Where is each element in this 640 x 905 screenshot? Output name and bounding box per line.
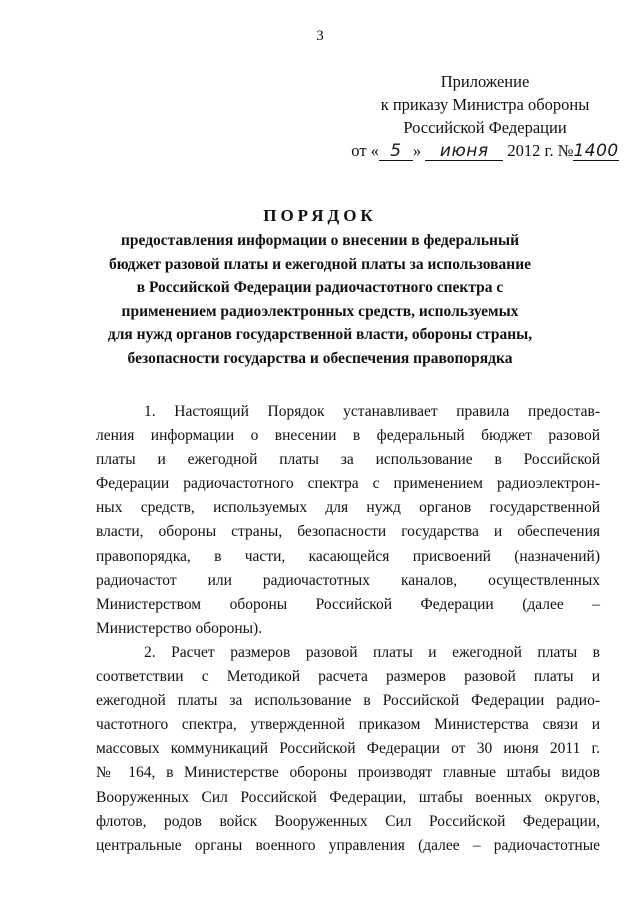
body-line: Вооруженных Сил Российской Федерации, штабы военных округов, — [96, 788, 600, 806]
order-number: 1400 — [573, 141, 619, 161]
subtitle-line: в Российской Федерации радиочастотного спектра с — [136, 279, 504, 297]
date-mid: » — [412, 141, 422, 160]
date-day: 5 — [390, 141, 402, 161]
paragraph-1 — [96, 400, 600, 641]
appendix-date-line — [340, 139, 630, 162]
body-line: 1. Настоящий Порядок устанавливает правила предостав- — [144, 403, 600, 420]
subtitle-line: предоставления информации о внесении в федеральный — [120, 232, 520, 249]
body-line: 2. Расчет размеров разовой платы и ежегодной платы в — [144, 643, 600, 661]
paragraph-2 — [96, 641, 600, 858]
body-line: № 164, в Министерстве обороны производят главные штабы видов — [96, 764, 600, 782]
body-line: Министерство обороны). — [96, 619, 263, 637]
subtitle-line: применением радиоэлектронных средств, используемых — [121, 302, 519, 320]
appendix-order-ref: к приказу Министра обороны — [380, 95, 590, 114]
date-year: 2012 г. № — [507, 141, 574, 160]
body-line: радиочастот или радиочастотных каналов, осуществленных — [96, 571, 600, 589]
body-line: ных средств, используемых для нужд органов государственной — [96, 499, 600, 517]
body-line: ежегодной платы за использование в Российской Федерации радио- — [96, 692, 600, 710]
document-title: ПОРЯДОК — [263, 206, 377, 225]
appendix-country: Российской Федерации — [403, 118, 567, 137]
body-line: ления информации о внесении в федеральный бюджет разовой — [96, 427, 600, 445]
body-line: власти, обороны страны, безопасности государства и обеспечения — [96, 523, 600, 541]
date-prefix: от « — [351, 141, 379, 160]
appendix-header — [340, 70, 630, 162]
date-month: июня — [439, 141, 489, 161]
body-line: массовых коммуникаций Российской Федерации от 30 июня 2011 г. — [96, 740, 600, 758]
page-number: 3 — [316, 28, 324, 44]
appendix-label: Приложение — [440, 72, 530, 91]
body-line: соответствии с Методикой расчета размеров разовой платы и — [96, 668, 600, 686]
subtitle-line: для нужд органов государственной власти, обороны страны, — [107, 326, 533, 344]
body-line: правопорядка, в части, касающейся присвоений (назначений) — [96, 547, 600, 565]
body-line: Федерации радиочастотного спектра с применением радиоэлектрон- — [96, 475, 600, 493]
body-line: платы и ежегодной платы за использование в Российской — [96, 451, 600, 469]
subtitle-line: безопасности государства и обеспечения правопорядка — [127, 349, 513, 367]
document-body — [96, 400, 600, 858]
subtitle-line: бюджет разовой платы и ежегодной платы за использование — [108, 255, 532, 273]
body-line: Министерством обороны Российской Федерации (далее – — [96, 595, 600, 613]
document-subtitle — [100, 229, 540, 371]
body-line: частотного спектра, утвержденной приказом Министерства связи и — [96, 716, 600, 734]
body-line: центральные органы военного управления (далее – радиочастотные — [96, 836, 600, 854]
body-line: флотов, родов войск Вооруженных Сил Российской Федерации, — [96, 812, 600, 830]
